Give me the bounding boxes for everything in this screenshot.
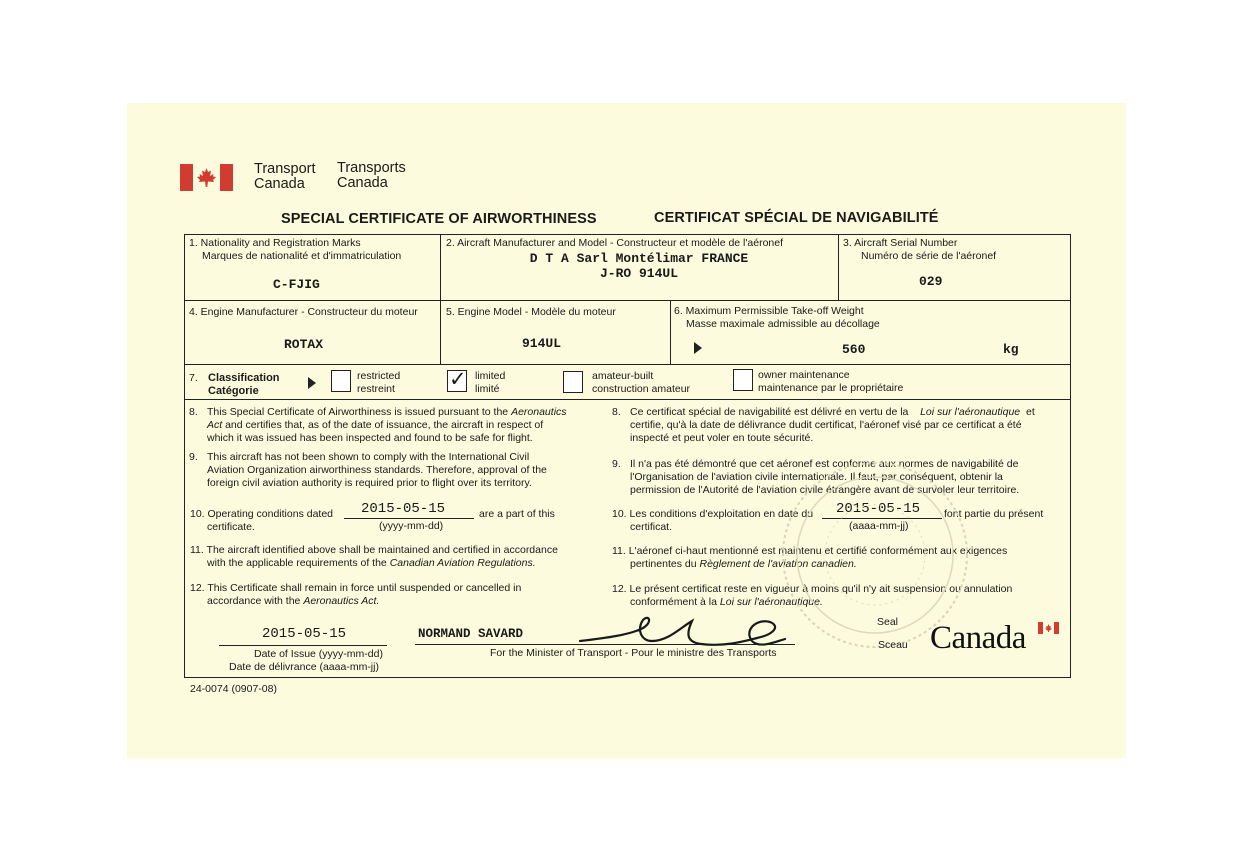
clause9-fr: Il n'a pas été démontré que cet aéronef est conforme aux normes de navigabilité de l'Organisation de l'aviation civile internationale. Il faut, par conséquent, obtenir la permission de l'Autorité de l'aviation civile étrangère avant de survoler leur territoire. xyxy=(630,458,1020,496)
engine-model: 914UL xyxy=(522,336,562,351)
checkbox-limited[interactable] xyxy=(447,370,467,392)
operating-conditions-date-fr: 2015-05-15 xyxy=(836,501,921,517)
title-en: SPECIAL CERTIFICATE OF AIRWORTHINESS xyxy=(281,211,597,227)
field3-label: 3. Aircraft Serial Number Numéro de série de l'aéronef xyxy=(843,237,997,262)
date-format-en: (yyyy-mm-dd) xyxy=(379,520,444,532)
option-amateur-label: amateur-built construction amateur xyxy=(592,370,691,395)
minister-line: For the Minister of Transport - Pour le ministre des Transports xyxy=(490,647,777,659)
seal-label-fr: Sceau xyxy=(878,639,908,651)
registration-mark: C-FJIG xyxy=(273,277,320,292)
clause8-num-fr: 8. xyxy=(612,406,621,418)
checkbox-owner-maintenance[interactable] xyxy=(733,369,753,391)
field5-label: 5. Engine Model - Modèle du moteur xyxy=(446,306,616,318)
clause9-num-fr: 9. xyxy=(612,458,621,470)
pointer-arrow-icon xyxy=(694,342,702,354)
checkbox-amateur-built[interactable] xyxy=(563,371,583,393)
date-format-fr: (aaaa-mm-jj) xyxy=(849,520,909,532)
clause10-fr-c: certificat. xyxy=(630,521,673,533)
issue-date: 2015-05-15 xyxy=(262,626,347,642)
clause10-en-a: 10. Operating conditions dated xyxy=(190,508,334,520)
clause12-en: 12. This Certificate shall remain in force until suspended or cancelled in accordance with the Aeronautics Act. xyxy=(190,582,522,607)
field1-label: 1. Nationality and Registration Marks Marques de nationalité et d'immatriculation xyxy=(189,237,402,262)
checkbox-restricted[interactable] xyxy=(331,370,351,392)
field2-label: 2. Aircraft Manufacturer and Model - Constructeur et modèle de l'aéronef xyxy=(446,237,784,249)
dept-name-en: Transport Canada xyxy=(254,161,316,192)
wordmark-flag-icon xyxy=(1038,622,1059,634)
clause9-en: This aircraft has not been shown to comply with the International Civil Aviation Organization airworthiness standards. Therefore, approval of the foreign civil aviation authority is required prior to flight over its territory. xyxy=(207,451,547,489)
option-owner-label: owner maintenance maintenance par le propriétaire xyxy=(758,369,904,394)
clause11-fr: 11. L'aéronef ci-haut mentionné est maintenu et certifié conformément aux exigences pertinentes du Règlement de l'aviation canadien. xyxy=(612,545,1008,570)
form-number: 24-0074 (0907-08) xyxy=(190,683,277,695)
canada-wordmark: Canada xyxy=(930,620,1026,656)
manufacturer-value: D T A Sarl Montélimar FRANCE xyxy=(529,251,749,266)
field6-label: 6. Maximum Permissible Take-off Weight Masse maximale admissible au décollage xyxy=(674,305,880,330)
clause10-fr-b: font partie du présent xyxy=(944,508,1044,520)
model-value: J-RO 914UL xyxy=(599,266,678,281)
title-fr: CERTIFICAT SPÉCIAL DE NAVIGABILITÉ xyxy=(654,210,939,226)
canada-flag-icon xyxy=(180,164,233,191)
mtow-value: 560 xyxy=(842,342,866,357)
clause8-fr: Ce certificat spécial de navigabilité est délivré en vertu de la Loi sur l'aéronautique et certifie, qu'à la date de délivrance dudit certificat, l'aéronef visé par ce certificat a été inspecté et peut voler en toute sécurité. xyxy=(630,406,1035,444)
clause12-fr: 12. Le présent certificat reste en vigueur à moins qu'il n'y ait suspension ou annulation conformément à la Loi sur l'aéronautique. xyxy=(612,583,1013,608)
classification-arrow-icon xyxy=(308,377,316,389)
option-restricted-label: restricted restreint xyxy=(357,370,401,395)
field4-label: 4. Engine Manufacturer - Constructeur du moteur xyxy=(189,306,418,318)
clause10-fr-a: 10. Les conditions d'exploitation en date du xyxy=(612,508,814,520)
clause8-num-en: 8. xyxy=(189,406,198,418)
clause9-num-en: 9. xyxy=(189,451,198,463)
option-limited-label: limited limité xyxy=(475,370,506,395)
signer-name: NORMAND SAVARD xyxy=(418,627,524,641)
clause11-en: 11. The aircraft identified above shall be maintained and certified in accordance with the applicable requirements of the Canadian Aviation Regulations. xyxy=(190,544,558,569)
classification-num: 7. xyxy=(189,372,198,384)
issue-date-label: Date of Issue (yyyy-mm-dd) Date de délivrance (aaaa-mm-jj) xyxy=(229,648,383,673)
clause10-en-c: certificate. xyxy=(207,521,255,533)
check-mark-icon: ✓ xyxy=(449,368,467,391)
serial-number: 029 xyxy=(919,274,943,289)
operating-conditions-date-en: 2015-05-15 xyxy=(361,501,446,517)
engine-manufacturer: ROTAX xyxy=(284,337,324,352)
dept-name-fr: Transports Canada xyxy=(337,160,406,191)
mtow-unit: kg xyxy=(1003,342,1019,357)
clause8-en: This Special Certificate of Airworthiness is issued pursuant to the Aeronautics Act and certifies that, as of the date of issuance, the aircraft in respect of which it was issued has been inspected and found to be safe for flight. xyxy=(207,406,567,444)
classification-label: Classification Catégorie xyxy=(208,372,280,397)
seal-label-en: Seal xyxy=(877,616,899,628)
clause10-en-b: are a part of this xyxy=(479,508,555,520)
